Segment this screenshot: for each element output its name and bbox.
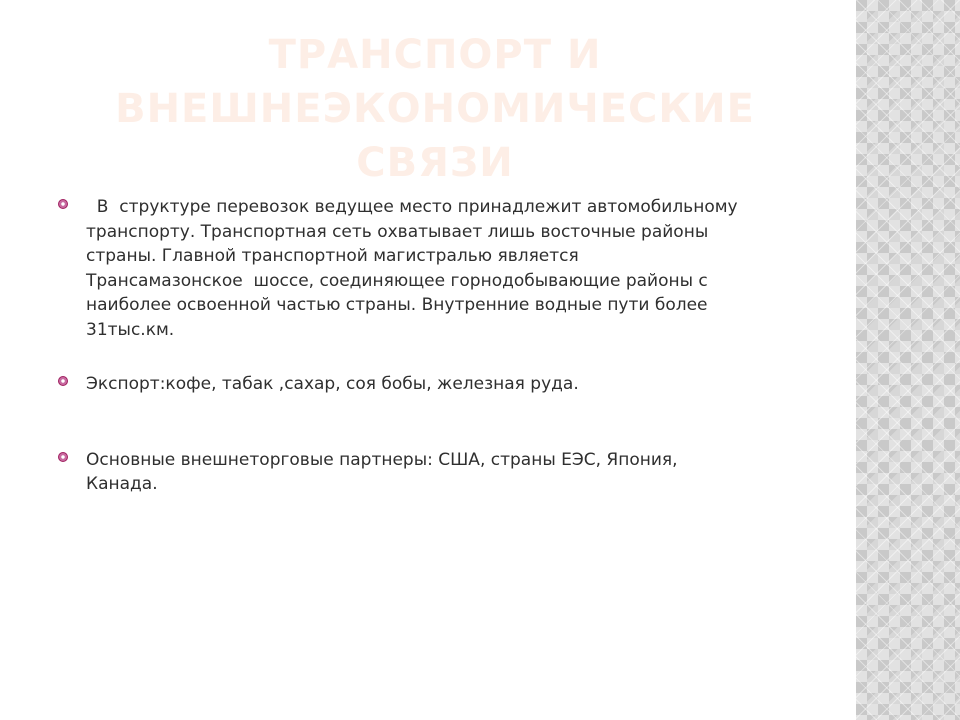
title-line-2: ВНЕШНЕЭКОНОМИЧЕСКИЕ СВЯЗИ xyxy=(115,86,755,186)
bullet-item-partners xyxy=(58,448,798,497)
bullet-line: Основные внешнеторговые партнеры: США, страны ЕЭС, Япония, xyxy=(86,449,678,470)
bullet-line: транспорту. Транспортная сеть охватывает лишь восточные районы xyxy=(86,221,709,242)
bullet-line: Экспорт:кофе, табак ,сахар, соя бобы, железная руда. xyxy=(86,374,579,394)
bullet-marker-icon xyxy=(58,199,68,209)
bullet-line: Канада. xyxy=(86,474,158,494)
bullet-list xyxy=(58,195,798,497)
bullet-line: наиболее освоенной частью страны. Внутренние водные пути более xyxy=(86,295,708,315)
bullet-line: страны. Главной транспортной магистралью является xyxy=(86,246,579,266)
slide-title xyxy=(40,28,830,190)
bullet-line: 31тыс.км. xyxy=(86,319,175,340)
bullet-line: Трансамазонское шоссе, соединяющее горнодобывающие районы с xyxy=(86,270,708,291)
bullet-marker-icon xyxy=(58,376,68,386)
decorative-side-panel xyxy=(856,0,960,720)
title-line-1: ТРАНСПОРТ И xyxy=(268,32,602,78)
bullet-line: В структуре перевозок ведущее место принадлежит автомобильному xyxy=(86,197,738,217)
bullet-item-transport xyxy=(58,195,798,342)
bullet-item-export xyxy=(58,372,798,397)
bullet-marker-icon xyxy=(58,452,68,462)
